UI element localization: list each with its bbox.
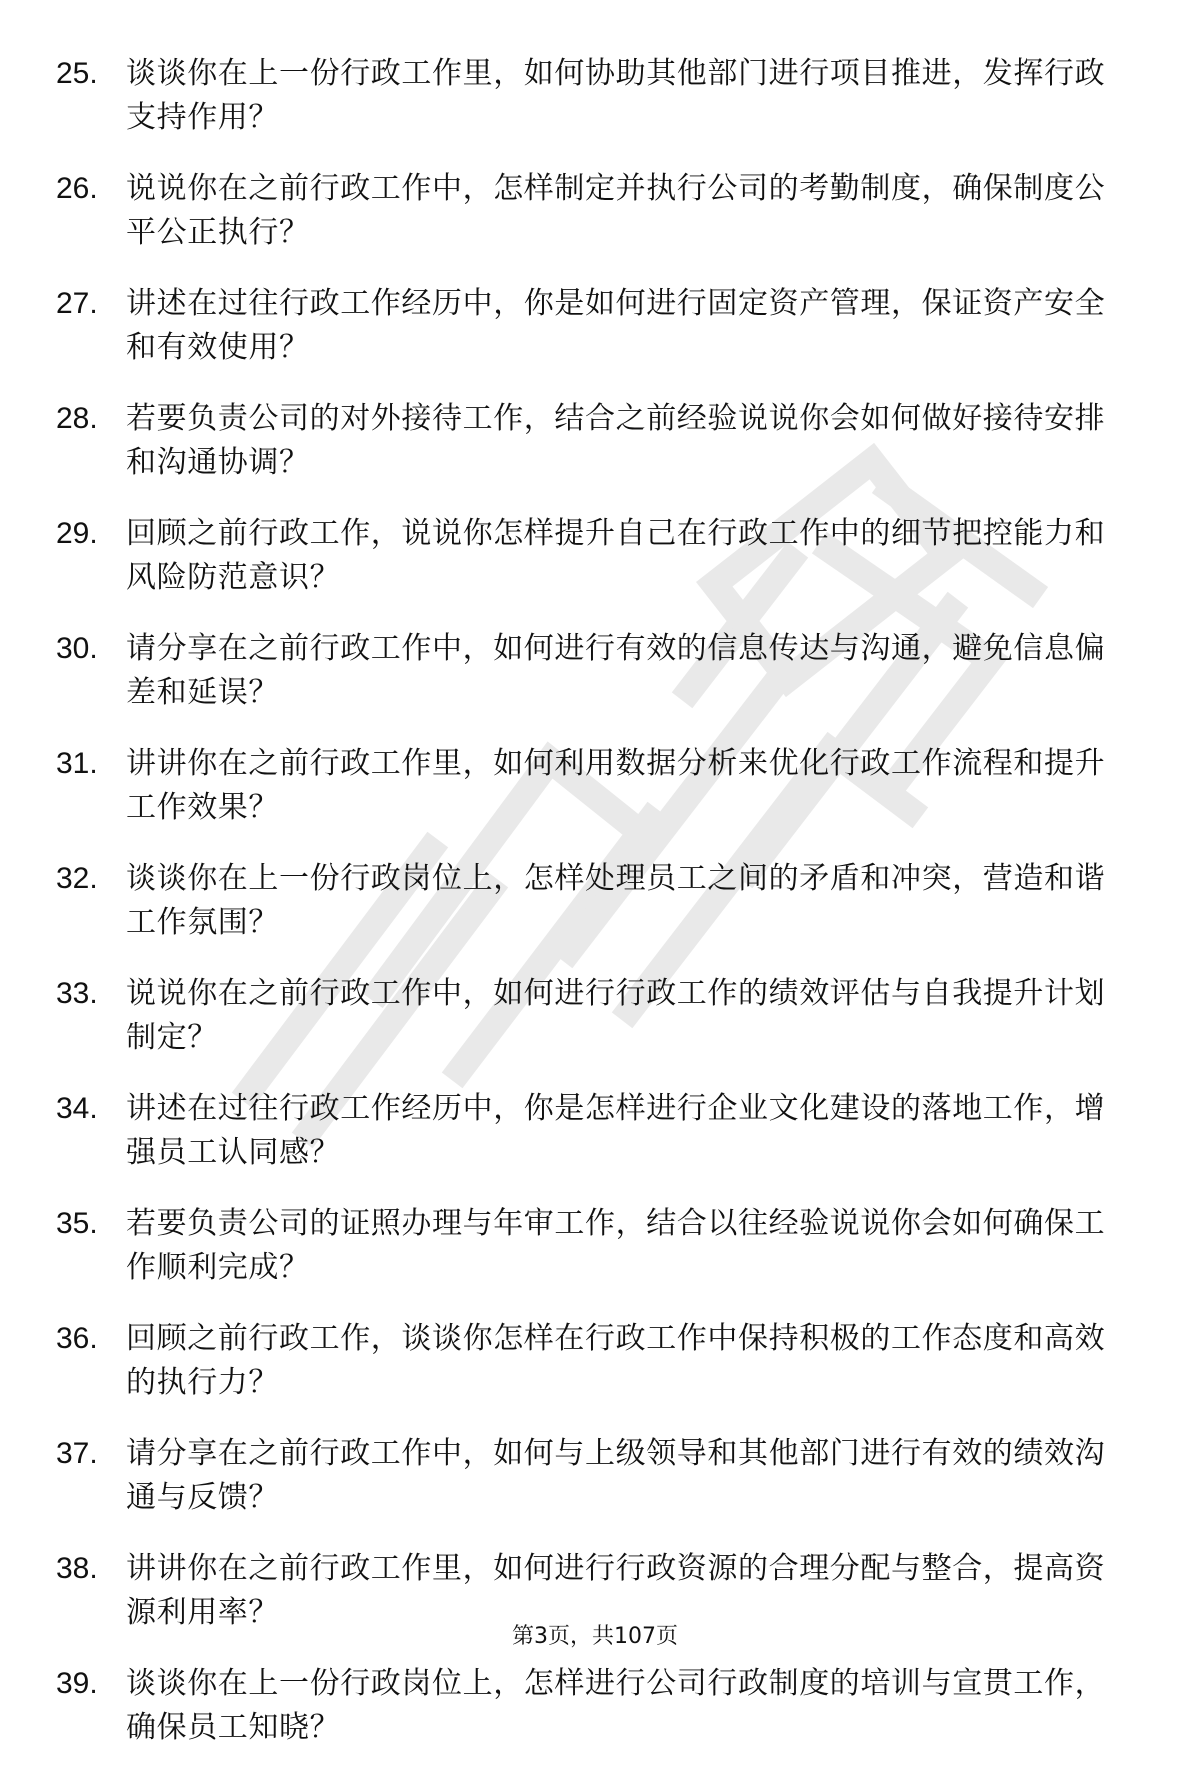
question-text: 回顾之前行政工作，说说你怎样提升自己在行政工作中的细节把控能力和风险防范意识？ xyxy=(126,516,1106,595)
question-text: 谈谈你在上一份行政岗位上，怎样处理员工之间的矛盾和冲突，营造和谐工作氛围？ xyxy=(126,861,1106,940)
question-number: 33. xyxy=(56,977,98,1010)
question-number: 27. xyxy=(56,287,98,320)
question-text: 讲述在过往行政工作经历中，你是怎样进行企业文化建设的落地工作，增强员工认同感？ xyxy=(126,1091,1106,1170)
question-number: 31. xyxy=(56,747,98,780)
list-item xyxy=(56,1202,1116,1290)
question-number: 30. xyxy=(56,632,98,665)
question-number: 34. xyxy=(56,1092,98,1125)
question-text: 讲述在过往行政工作经历中，你是如何进行固定资产管理，保证资产安全和有效使用？ xyxy=(126,286,1106,365)
question-number: 26. xyxy=(56,172,98,205)
question-text: 说说你在之前行政工作中，怎样制定并执行公司的考勤制度，确保制度公平公正执行？ xyxy=(126,171,1106,250)
list-item xyxy=(56,397,1116,485)
page-number-footer: 第3页，共107页 xyxy=(512,1624,678,1649)
question-number: 29. xyxy=(56,517,98,550)
list-item xyxy=(56,52,1116,140)
list-item xyxy=(56,1317,1116,1405)
question-number: 38. xyxy=(56,1552,98,1585)
question-number: 39. xyxy=(56,1667,98,1700)
question-text: 讲讲你在之前行政工作里，如何进行行政资源的合理分配与整合，提高资源利用率？ xyxy=(126,1551,1106,1630)
question-text: 谈谈你在上一份行政岗位上，怎样进行公司行政制度的培训与宣贯工作，确保员工知晓？ xyxy=(126,1666,1106,1745)
question-text: 讲讲你在之前行政工作里，如何利用数据分析来优化行政工作流程和提升工作效果？ xyxy=(126,746,1106,825)
list-item xyxy=(56,627,1116,715)
list-item xyxy=(56,972,1116,1060)
question-text: 说说你在之前行政工作中，如何进行行政工作的绩效评估与自我提升计划制定？ xyxy=(126,976,1106,1055)
question-list xyxy=(56,52,1116,1777)
list-item xyxy=(56,1662,1116,1750)
question-number: 35. xyxy=(56,1207,98,1240)
list-item xyxy=(56,742,1116,830)
question-number: 36. xyxy=(56,1322,98,1355)
question-text: 若要负责公司的对外接待工作，结合之前经验说说你会如何做好接待安排和沟通协调？ xyxy=(126,401,1106,480)
question-text: 若要负责公司的证照办理与年审工作，结合以往经验说说你会如何确保工作顺利完成？ xyxy=(126,1206,1106,1285)
list-item xyxy=(56,1087,1116,1175)
question-text: 回顾之前行政工作，谈谈你怎样在行政工作中保持积极的工作态度和高效的执行力？ xyxy=(126,1321,1106,1400)
question-text: 请分享在之前行政工作中，如何进行有效的信息传达与沟通，避免信息偏差和延误？ xyxy=(126,631,1106,710)
list-item xyxy=(56,857,1116,945)
list-item xyxy=(56,282,1116,370)
question-text: 请分享在之前行政工作中，如何与上级领导和其他部门进行有效的绩效沟通与反馈？ xyxy=(126,1436,1106,1515)
list-item xyxy=(56,1432,1116,1520)
question-number: 25. xyxy=(56,57,98,90)
question-number: 37. xyxy=(56,1437,98,1470)
question-number: 28. xyxy=(56,402,98,435)
list-item xyxy=(56,512,1116,600)
list-item xyxy=(56,167,1116,255)
question-text: 谈谈你在上一份行政工作里，如何协助其他部门进行项目推进，发挥行政支持作用？ xyxy=(126,56,1106,135)
question-number: 32. xyxy=(56,862,98,895)
